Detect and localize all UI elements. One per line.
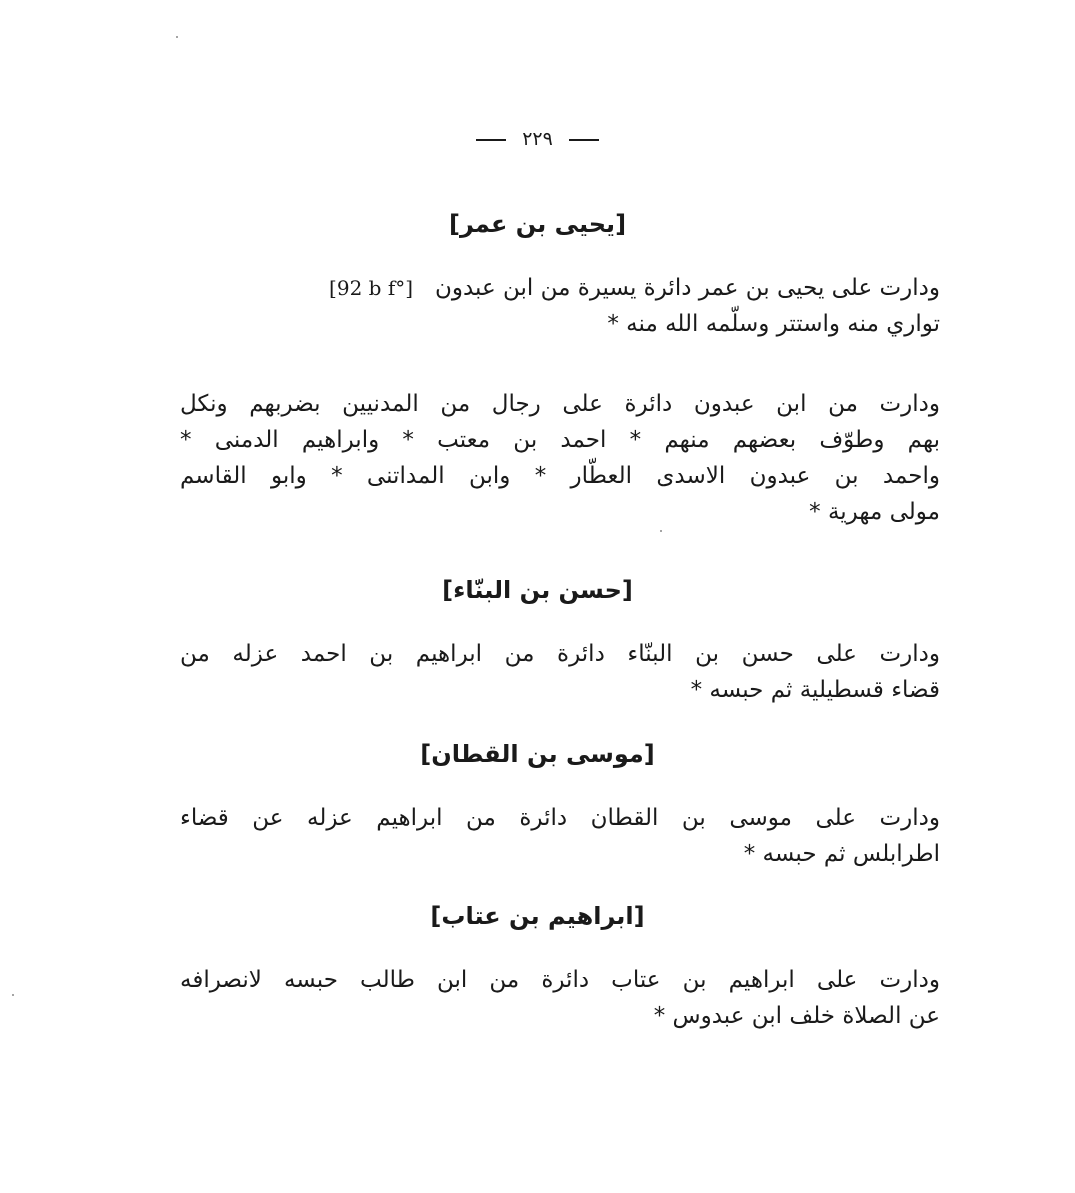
scan-speck xyxy=(176,36,178,38)
paragraph-ibn-abdun xyxy=(180,386,940,530)
paragraph-line: ودارت على موسى بن القطان دائرة من ابراهيم عزله عن قضاء xyxy=(180,805,940,831)
paragraph-line: تواري منه واستتر وسلّمه الله منه * xyxy=(607,311,940,337)
page-number-text: ٢٢٩ xyxy=(522,128,553,150)
paragraph-line xyxy=(180,270,940,306)
section-heading-ibrahim: [ابراهيم بن عتاب] xyxy=(430,902,645,930)
paragraph-line: واحمد بن عبدون الاسدى العطّار * وابن المداتنى * وابو القاسم xyxy=(180,463,940,489)
section-heading-hasan: [حسن بن البنّاء] xyxy=(442,576,633,604)
paragraph-hasan xyxy=(180,636,940,708)
paragraph-line: ودارت على ابراهيم بن عتاب دائرة من ابن طالب حبسه لانصرافه xyxy=(180,967,940,993)
section-heading-musa: [موسى بن القطان] xyxy=(420,740,655,768)
scan-speck xyxy=(660,530,662,532)
paragraph-line: ودارت من ابن عبدون دائرة على رجال من المدنيين بضربهم ونكل xyxy=(180,391,940,417)
page-number xyxy=(0,128,1075,150)
section-heading-yahya: [يحيى بن عمر] xyxy=(448,210,627,238)
line-text: ودارت على يحيى بن عمر دائرة يسيرة من ابن عبدون xyxy=(434,275,940,301)
paragraph-line: بهم وطوّف بعضهم منهم * احمد بن معتب * وابراهيم الدمنى * xyxy=(180,427,940,453)
paragraph-yahya xyxy=(180,270,940,342)
paragraph-line: اطرابلس ثم حبسه * xyxy=(743,841,940,867)
dash-right xyxy=(569,139,599,141)
paragraph-line: قضاء قسطيلية ثم حبسه * xyxy=(690,677,940,703)
paragraph-musa xyxy=(180,800,940,872)
paragraph-line: مولى مهرية * xyxy=(809,499,940,525)
paragraph-ibrahim xyxy=(180,962,940,1034)
dash-left xyxy=(476,139,506,141)
margin-note: [92 b f°] xyxy=(329,276,414,300)
scan-speck xyxy=(12,994,14,996)
paragraph-line: ودارت على حسن بن البنّاء دائرة من ابراهيم بن احمد عزله من xyxy=(180,641,940,667)
paragraph-line: عن الصلاة خلف ابن عبدوس * xyxy=(653,1003,940,1029)
